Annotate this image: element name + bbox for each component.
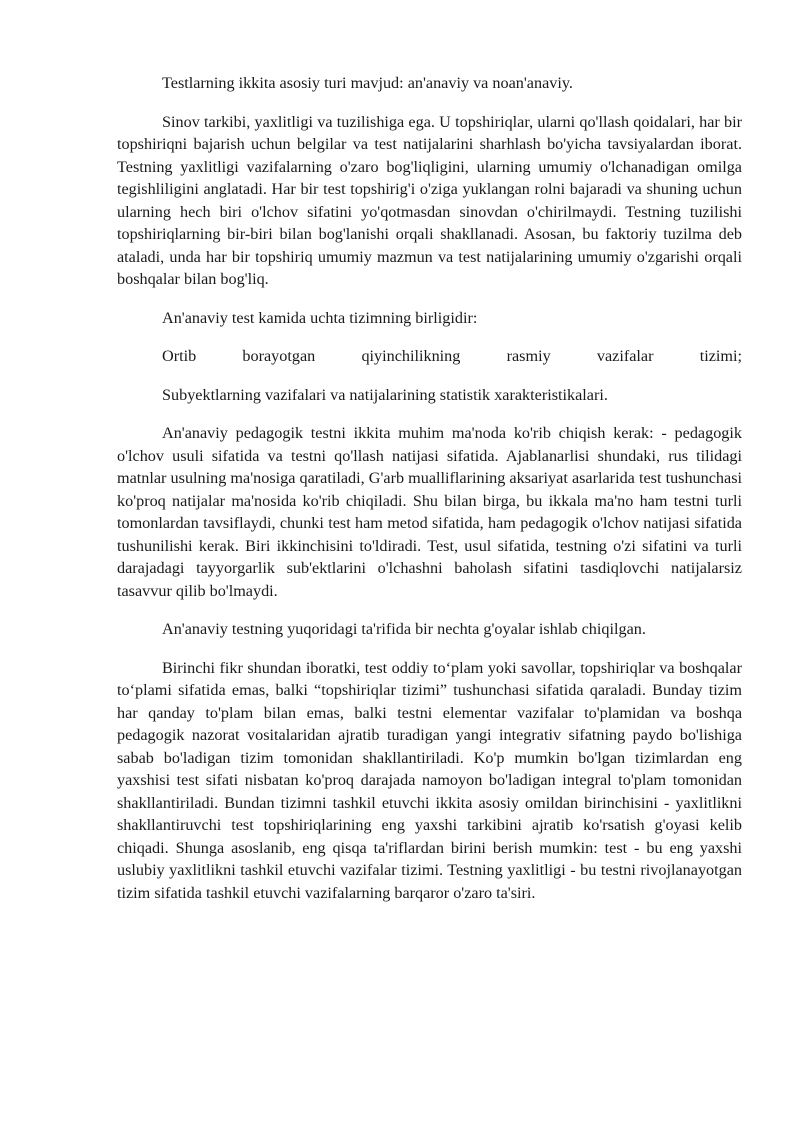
paragraph-test-structure: Sinov tarkibi, yaxlitligi va tuzilishiga ega. U topshiriqlar, ularni qo'llash qoidalari, har bir topshiriqni bajarish uchun belgilar va test natijalarini sharhlash bo'yicha tavsiyalardan iborat. Testning yaxlitligi vazifalarning o'zaro bog'liqligini, ularning umumiy o'lchanadigan omilga tegishliligini anglatadi. Har bir test topshirig'i o'ziga yuklangan rolni bajaradi va shuning uchun ularning hech biri o'lchov sifatini yo'qotmasdan sinovdan o'chirilmaydi. Testning tuzilishi topshiriqlarning bir-biri bilan bog'lanishi orqali shakllanadi. Asosan, bu faktoriy tuzilma deb ataladi, unda har bir topshiriq umumiy mazmun va test natijalarining umumiy o'zgarishi orqali boshqalar bilan bog'liq. [117, 112, 742, 288]
paragraph-traditional-test-unity: An'anaviy test kamida uchta tizimning birligidir: [162, 308, 478, 327]
paragraph-test-types: Testlarning ikkita asosiy turi mavjud: an'anaviy va noan'anaviy. [162, 74, 573, 92]
paragraph-first-idea: Birinchi fikr shundan iboratki, test oddiy to‘plam yoki savollar, topshiriqlar va boshqalar to‘plami sifatida emas, balki “topshiriqlar tizimi” tushunchasi sifatida qaraladi. Bunday tizim har qanday to'plam bilan emas, balki testni elementar vazifalar to'plamidan va boshqa pedagogik nazorat vositalaridan ajratib turadigan yangi integrativ sifatning paydo bo'lishiga sabab bo'ladigan tizim tomonidan shakllantiriladi. Ko'p mumkin bo'lgan tizimlardan eng yaxshisi test sifati nisbatan ko'proq darajada namoyon bo'ladigan integral to'plam tomonidan shakllantiriladi. Bundan tizimni tashkil etuvchi ikkita asosiy omildan birinchisini - yaxlitlikni shakllantiruvchi test topshiriqlarining eng yaxshi tarkibini ajratib ko'rsatish g'oyasi kelib chiqadi. Shunga asoslanib, eng qisqa ta'riflardan birini berish mumkin: test - bu eng yaxshi uslubiy yaxlitlikni tashkil etuvchi vazifalar tizimi. Testning yaxlitligi - bu testni rivojlanayotgan tizim sifatida tashkil etuvchi vazifalarning barqaror o'zaro ta'siri. [117, 658, 742, 902]
document-page [117, 72, 742, 920]
paragraph-list-item-1: Ortib borayotgan qiyinchilikning rasmiy vazifalar tizimi; [162, 347, 742, 365]
paragraph-ideas-intro: An'anaviy testning yuqoridagi ta'rifida bir nechta g'oyalar ishlab chiqilgan. [162, 620, 646, 638]
paragraph-pedagogical-test: An'anaviy pedagogik testni ikkita muhim ma'noda ko'rib chiqish kerak: - pedagogik o'lchov usuli sifatida va testni qo'llash natijasi sifatida. Ajablanarlisi shundaki, rus tilidagi matnlar usulning ma'nosiga qaratiladi, G'arb mualliflarining aksariyat asarlarida test tushunchasi ko'proq natijalar ma'nosida ko'rib chiqiladi. Shu bilan birga, bu ikkala ma'no ham testni turli tomonlardan tavsiflaydi, chunki test ham metod sifatida, ham pedagogik o'lchov natijasi sifatida tushunilishi kerak. Biri ikkinchisini to'ldiradi. Test, usul sifatida, testning o'zi sifatini va turli darajadagi tayyorgarlik sub'ektlarini o'lchashni baholash sifatini tasdiqlovchi natijalarsiz tasavvur qilib bo'lmaydi. [117, 424, 742, 600]
paragraph-list-item-2: Subyektlarning vazifalari va natijalarining statistik xarakteristikalari. [162, 385, 608, 404]
